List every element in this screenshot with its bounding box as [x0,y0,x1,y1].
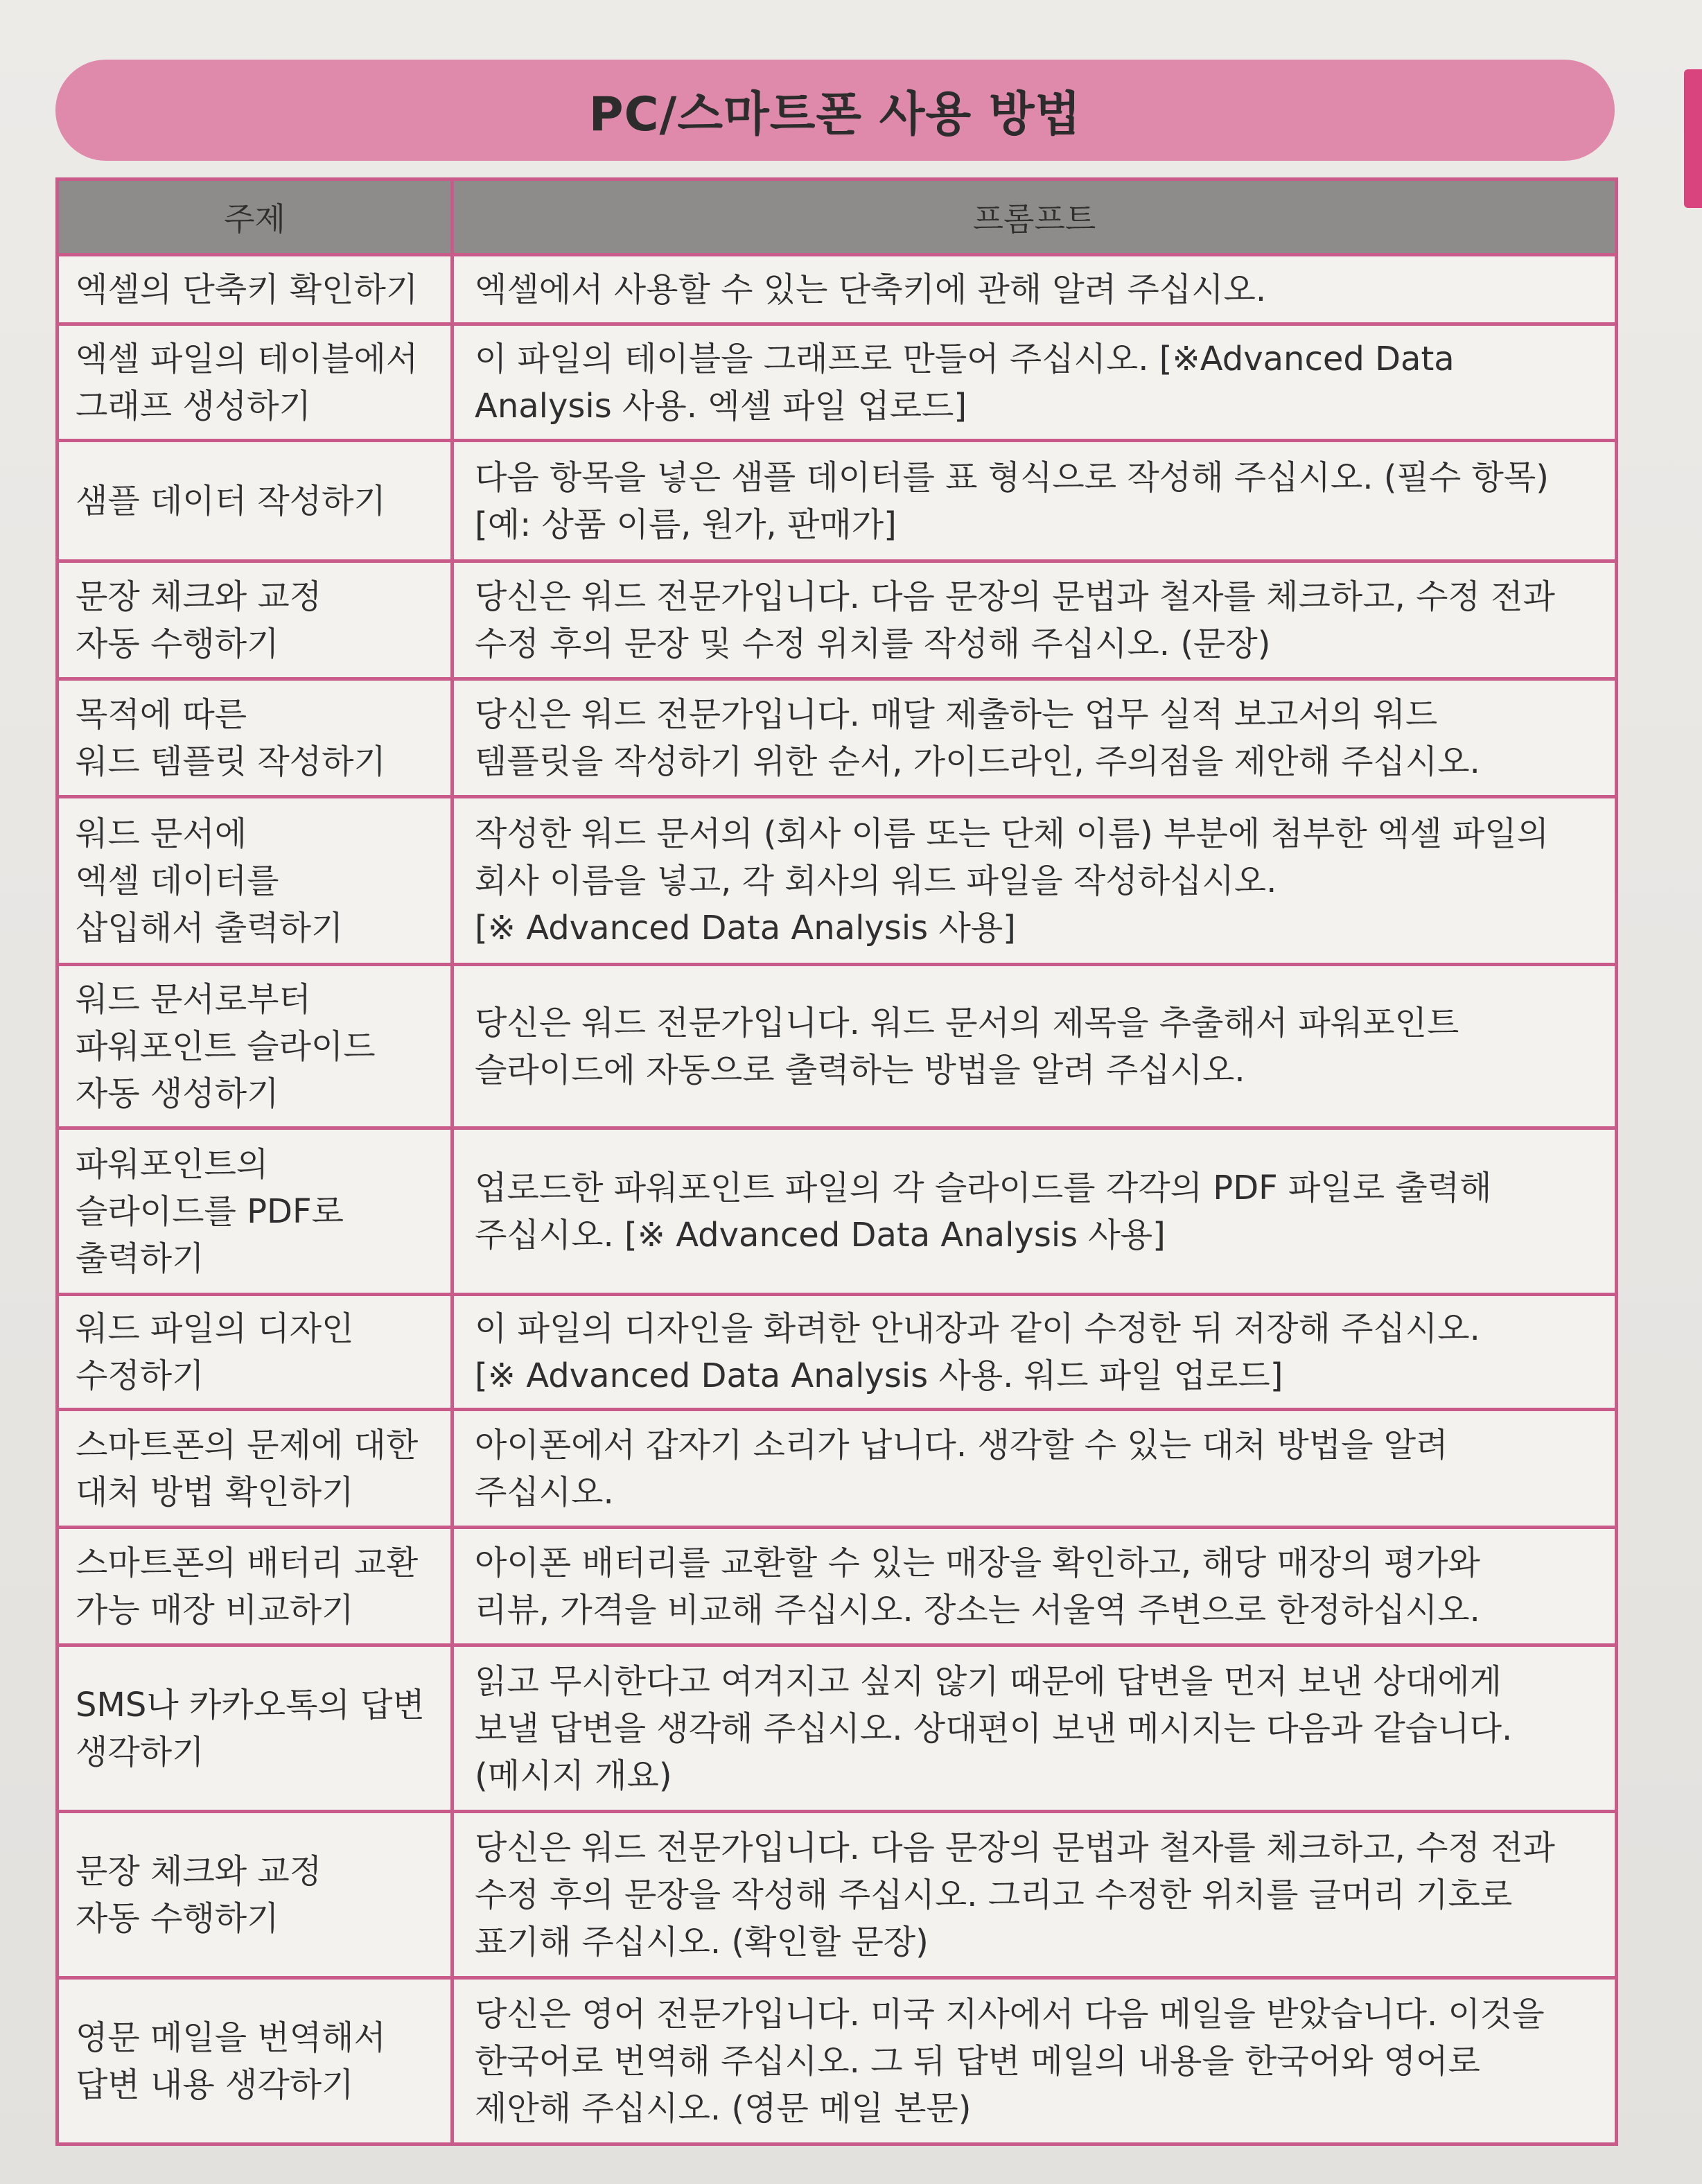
topic-cell: 영문 메일을 번역해서 답변 내용 생각하기 [58,1978,453,2144]
topic-cell: 목적에 따른 워드 템플릿 작성하기 [58,679,453,797]
table-row [58,965,1617,1128]
prompt-cell: 읽고 무시한다고 여겨지고 싶지 않기 때문에 답변을 먼저 보낸 상대에게 보낼 답변을 생각해 주십시오. 상대편이 보낸 메시지는 다음과 같습니다. (메시지 개요) [453,1645,1617,1812]
prompt-cell: 당신은 워드 전문가입니다. 다음 문장의 문법과 철자를 체크하고, 수정 전과 수정 후의 문장을 작성해 주십시오. 그리고 수정한 위치를 글머리 기호로 표기해 주십시오. (확인할 문장) [453,1812,1617,1978]
table-row [58,1295,1617,1410]
table-row [58,441,1617,561]
table-row [58,1978,1617,2144]
topic-cell: 스마트폰의 문제에 대한 대처 방법 확인하기 [58,1410,453,1528]
prompt-cell: 당신은 영어 전문가입니다. 미국 지사에서 다음 메일을 받았습니다. 이것을 한국어로 번역해 주십시오. 그 뒤 답변 메일의 내용을 한국어와 영어로 제안해 주십시오. (영문 메일 본문) [453,1978,1617,2144]
prompt-cell: 작성한 워드 문서의 (회사 이름 또는 단체 이름) 부분에 첨부한 엑셀 파일의 회사 이름을 넣고, 각 회사의 워드 파일을 작성하십시오. [※ Advanced Data Analysis 사용] [453,797,1617,965]
prompt-cell: 아이폰 배터리를 교환할 수 있는 매장을 확인하고, 해당 매장의 평가와 리뷰, 가격을 비교해 주십시오. 장소는 서울역 주변으로 한정하십시오. [453,1528,1617,1645]
header-topic: 주제 [58,180,453,255]
table-row [58,797,1617,965]
table-header-row [58,180,1617,255]
topic-cell: SMS나 카카오톡의 답변 생각하기 [58,1645,453,1812]
prompt-cell: 엑셀에서 사용할 수 있는 단축키에 관해 알려 주십시오. [453,255,1617,324]
header-prompt: 프롬프트 [453,180,1617,255]
topic-cell: 샘플 데이터 작성하기 [58,441,453,561]
prompt-table-container [55,177,1615,2146]
prompt-cell: 다음 항목을 넣은 샘플 데이터를 표 형식으로 작성해 주십시오. (필수 항목) [예: 상품 이름, 원가, 판매가] [453,441,1617,561]
topic-cell: 문장 체크와 교정 자동 수행하기 [58,561,453,679]
prompt-table [55,177,1618,2146]
topic-cell: 엑셀의 단축키 확인하기 [58,255,453,324]
table-row [58,1812,1617,1978]
table-row [58,1128,1617,1295]
table-row [58,324,1617,441]
topic-cell: 파워포인트의 슬라이드를 PDF로 출력하기 [58,1128,453,1295]
topic-cell: 워드 파일의 디자인 수정하기 [58,1295,453,1410]
topic-cell: 워드 문서에 엑셀 데이터를 삽입해서 출력하기 [58,797,453,965]
table-row [58,255,1617,324]
table-row [58,1410,1617,1528]
page-title: PC/스마트폰 사용 방법 [588,87,1082,142]
prompt-cell: 업로드한 파워포인트 파일의 각 슬라이드를 각각의 PDF 파일로 출력해 주십시오. [※ Advanced Data Analysis 사용] [453,1128,1617,1295]
table-row [58,561,1617,679]
table-row [58,1645,1617,1812]
prompt-cell: 당신은 워드 전문가입니다. 매달 제출하는 업무 실적 보고서의 워드 템플릿을 작성하기 위한 순서, 가이드라인, 주의점을 제안해 주십시오. [453,679,1617,797]
topic-cell: 엑셀 파일의 테이블에서 그래프 생성하기 [58,324,453,441]
prompt-cell: 아이폰에서 갑자기 소리가 납니다. 생각할 수 있는 대처 방법을 알려 주십시오. [453,1410,1617,1528]
prompt-cell: 이 파일의 디자인을 화려한 안내장과 같이 수정한 뒤 저장해 주십시오. [※ Advanced Data Analysis 사용. 워드 파일 업로드] [453,1295,1617,1410]
title-banner [55,60,1615,161]
prompt-cell: 당신은 워드 전문가입니다. 워드 문서의 제목을 추출해서 파워포인트 슬라이드에 자동으로 출력하는 방법을 알려 주십시오. [453,965,1617,1128]
topic-cell: 워드 문서로부터 파워포인트 슬라이드 자동 생성하기 [58,965,453,1128]
prompt-cell: 이 파일의 테이블을 그래프로 만들어 주십시오. [※Advanced Data Analysis 사용. 엑셀 파일 업로드] [453,324,1617,441]
table-row [58,679,1617,797]
table-row [58,1528,1617,1645]
topic-cell: 문장 체크와 교정 자동 수행하기 [58,1812,453,1978]
prompt-cell: 당신은 워드 전문가입니다. 다음 문장의 문법과 철자를 체크하고, 수정 전과 수정 후의 문장 및 수정 위치를 작성해 주십시오. (문장) [453,561,1617,679]
page-edge-tab [1684,69,1702,208]
topic-cell: 스마트폰의 배터리 교환 가능 매장 비교하기 [58,1528,453,1645]
